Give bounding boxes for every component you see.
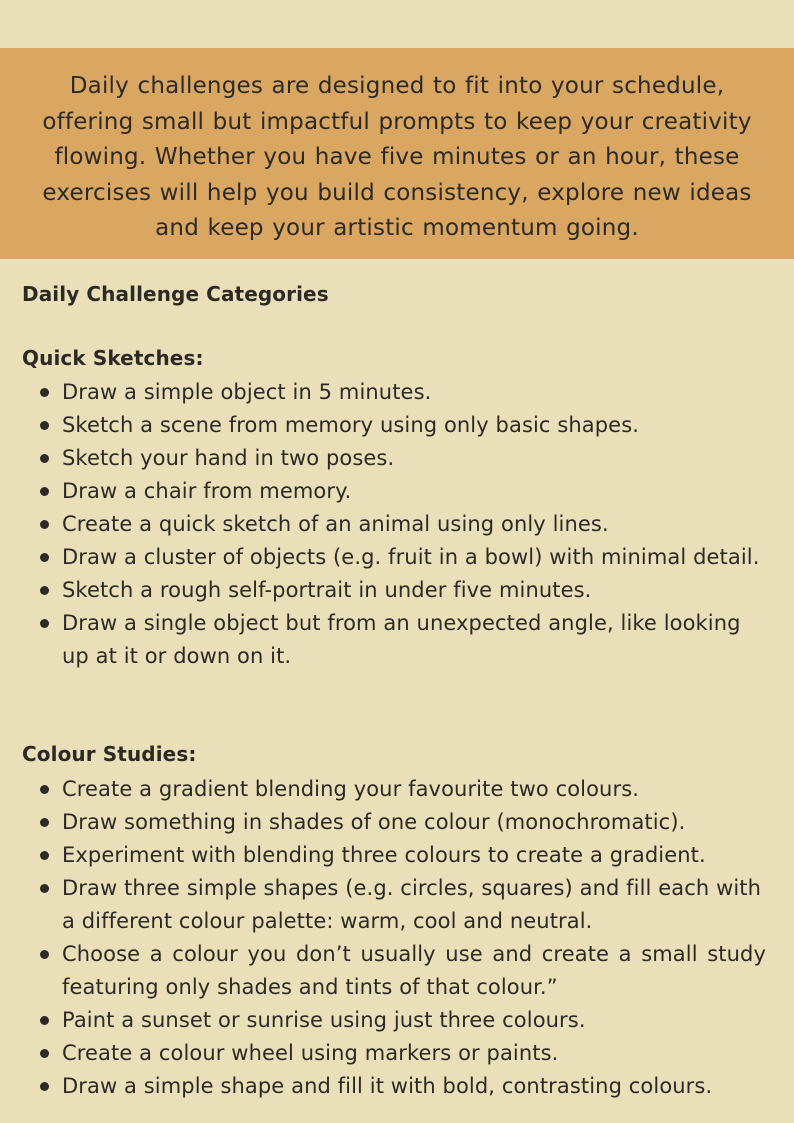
list-item-text: Draw a simple shape and fill it with bold, contrasting colours. xyxy=(62,1074,713,1098)
list-item xyxy=(0,574,794,607)
list-item-text: Create a gradient blending your favourite two colours. xyxy=(62,777,640,801)
list-item-text: Draw a chair from memory. xyxy=(62,479,352,503)
list-item-text: Choose a colour you don’t usually use and create a small study featuring only shades and tints of that colour.” xyxy=(62,942,766,999)
bullet-icon xyxy=(40,950,49,959)
intro-banner xyxy=(0,48,794,259)
list-item-text: Draw something in shades of one colour (monochromatic). xyxy=(62,810,686,834)
intro-text: Daily challenges are designed to fit into your schedule, offering small but impactful prompts to keep your creativity flowing. Whether you have five minutes or an hour, these exercises will help you build consistency, explore new ideas and keep your artistic momentum going. xyxy=(42,73,752,242)
bullet-icon xyxy=(40,818,49,827)
list-item-text: Sketch your hand in two poses. xyxy=(62,446,395,470)
list-item-text: Draw a cluster of objects (e.g. fruit in a bowl) with minimal detail. xyxy=(62,545,760,569)
bullet-icon xyxy=(40,421,49,430)
bullet-icon xyxy=(40,388,49,397)
list-item xyxy=(0,806,794,839)
list-item xyxy=(0,1037,794,1070)
bullet-icon xyxy=(40,487,49,496)
colour-studies-list xyxy=(0,773,794,1103)
bullet-icon xyxy=(40,884,49,893)
bullet-icon xyxy=(40,1049,49,1058)
bullet-icon xyxy=(40,553,49,562)
list-item xyxy=(0,541,794,574)
list-item-text: Draw a single object but from an unexpected angle, like looking up at it or down on it. xyxy=(62,611,741,668)
list-item xyxy=(0,475,794,508)
list-item xyxy=(0,409,794,442)
list-item xyxy=(0,773,794,806)
bullet-icon xyxy=(40,586,49,595)
list-item-text: Draw three simple shapes (e.g. circles, squares) and fill each with a different colour palette: warm, cool and neutral. xyxy=(62,876,762,933)
bullet-icon xyxy=(40,454,49,463)
list-item xyxy=(0,872,794,938)
list-item xyxy=(0,607,794,673)
list-item-text: Draw a simple object in 5 minutes. xyxy=(62,380,432,404)
list-item-text: Paint a sunset or sunrise using just three colours. xyxy=(62,1008,586,1032)
list-item xyxy=(0,508,794,541)
bullet-icon xyxy=(40,1082,49,1091)
bullet-icon xyxy=(40,619,49,628)
list-item xyxy=(0,442,794,475)
list-item-text: Sketch a rough self-portrait in under five minutes. xyxy=(62,578,592,602)
list-item-text: Sketch a scene from memory using only basic shapes. xyxy=(62,413,640,437)
list-item xyxy=(0,839,794,872)
list-item xyxy=(0,938,794,1004)
list-item xyxy=(0,1070,794,1103)
list-item-text: Create a quick sketch of an animal using only lines. xyxy=(62,512,609,536)
list-item-text: Create a colour wheel using markers or paints. xyxy=(62,1041,559,1065)
bullet-icon xyxy=(40,785,49,794)
quick-sketches-list xyxy=(0,376,794,673)
list-item-text: Experiment with blending three colours to create a gradient. xyxy=(62,843,706,867)
list-item xyxy=(0,376,794,409)
bullet-icon xyxy=(40,520,49,529)
quick-sketches-heading: Quick Sketches: xyxy=(22,346,204,370)
categories-heading: Daily Challenge Categories xyxy=(22,282,329,306)
list-item xyxy=(0,1004,794,1037)
colour-studies-heading: Colour Studies: xyxy=(22,742,197,766)
bullet-icon xyxy=(40,1016,49,1025)
bullet-icon xyxy=(40,851,49,860)
